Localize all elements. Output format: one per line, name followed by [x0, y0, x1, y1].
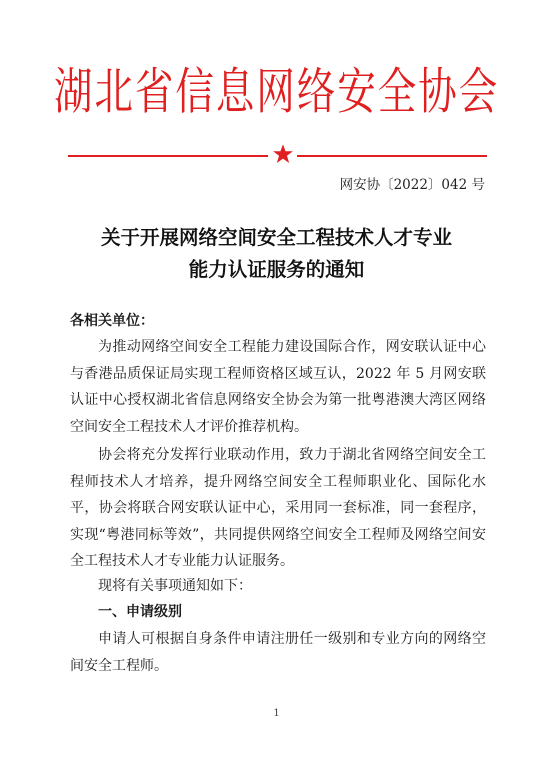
document-title-line-2: 能力认证服务的通知	[188, 258, 365, 281]
document-number: 网安协〔2022〕042 号	[339, 177, 485, 193]
body-paragraph-1: 为推动网络空间安全工程能力建设国际合作，网安联认证中心与香港品质保证局实现工程师资格区域互认，2022 年 5 月网安联认证中心授权湖北省信息网络安全协会为第一批粤港澳大湾区网络空间安全工程技术人才评价推荐机构。	[70, 339, 486, 435]
body-paragraph-2: 协会将充分发挥行业联动作用，致力于湖北省网络空间安全工程师技术人才培养，提升网络空间安全工程师职业化、国际化水平，协会将联合网安联认证中心，采用同一套标准，同一套程序，实现“粤港同标等效”，共同提供网络空间安全工程师及网络空间安全工程技术人才专业能力认证服务。	[70, 447, 486, 569]
section-1-text: 申请人可根据自身条件申请注册任一级别和专业方向的网络空间安全工程师。	[70, 631, 486, 674]
star-icon	[272, 143, 294, 165]
section-heading-1: 一、申请级别	[98, 604, 182, 620]
salutation: 各相关单位：	[70, 313, 154, 329]
header-divider-right	[297, 155, 487, 157]
organization-name: 湖北省信息网络安全协会	[53, 62, 500, 121]
body-paragraph-3: 现将有关事项通知如下：	[98, 578, 252, 594]
page-number: 1	[273, 708, 280, 719]
header-divider-left	[68, 155, 268, 157]
document-title	[0, 222, 553, 286]
document-title-line-1: 关于开展网络空间安全工程技术人才专业	[100, 226, 452, 249]
